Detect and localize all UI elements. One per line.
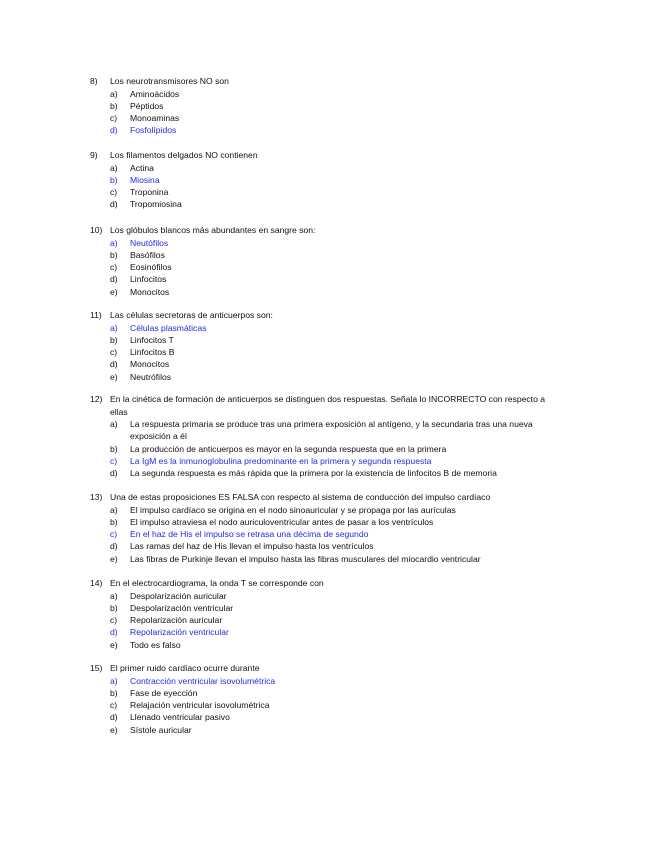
question-header (90, 224, 560, 237)
option-letter: b) (110, 687, 118, 698)
answer-option (90, 88, 560, 100)
option-text: Despolarización ventricular (130, 602, 234, 613)
option-letter: c) (110, 262, 118, 273)
question-number: 14) (90, 578, 103, 588)
question-text: El primer ruido cardíaco ocurre durante (110, 663, 260, 673)
option-text: Relajación ventricular isovolumétrica (130, 700, 270, 711)
question-header (90, 577, 560, 590)
option-letter: a) (110, 504, 118, 515)
question-header (90, 75, 560, 88)
option-text: Basófilos (130, 249, 165, 260)
question-number: 8) (90, 76, 98, 86)
answer-option-correct (90, 237, 560, 249)
question-text: Los glóbulos blancos más abundantes en sangre son: (110, 225, 316, 235)
option-text: Actina (130, 162, 154, 173)
question-text: En la cinética de formación de anticuerpos se distinguen dos respuestas. Señala lo INCORRECTO con respecto a ellas (110, 394, 546, 417)
question-12 (90, 393, 560, 480)
option-letter: e) (110, 639, 118, 650)
option-text: Fosfolípidos (130, 125, 177, 136)
option-text: Miosina (130, 174, 160, 185)
answer-option (90, 540, 560, 552)
answer-option (90, 443, 560, 455)
option-letter: a) (110, 237, 118, 248)
option-letter: c) (110, 529, 118, 540)
answer-option (90, 346, 560, 358)
answer-option (90, 602, 560, 614)
option-letter: c) (110, 113, 118, 124)
option-letter: d) (110, 712, 118, 723)
option-letter: d) (110, 274, 118, 285)
question-13 (90, 491, 560, 565)
option-letter: b) (110, 516, 118, 527)
answer-option-correct (90, 455, 560, 467)
answer-option (90, 198, 560, 210)
option-text: Péptidos (130, 100, 164, 111)
option-letter: e) (110, 371, 118, 382)
option-text: Sístole auricular (130, 724, 192, 735)
option-text: En el haz de His el impulso se retrasa una décima de segundo (130, 529, 369, 540)
question-number: 13) (90, 492, 103, 502)
answer-option-correct (90, 675, 560, 687)
option-text: Linfocitos T (130, 334, 174, 345)
answer-option (90, 553, 560, 565)
option-text: Troponina (130, 187, 169, 198)
option-letter: d) (110, 627, 118, 638)
option-letter: b) (110, 100, 118, 111)
question-header (90, 309, 560, 322)
option-text: Aminoácidos (130, 88, 180, 99)
option-text: Contracción ventricular isovolumétrica (130, 675, 276, 686)
question-11 (90, 309, 560, 383)
question-8 (90, 75, 560, 137)
question-header (90, 149, 560, 162)
option-text: Las fibras de Purkinje llevan el impulso hasta las fibras musculares del miocardio ventricular (130, 553, 481, 564)
option-letter: d) (110, 125, 118, 136)
question-header (90, 393, 560, 418)
answer-option (90, 186, 560, 198)
option-letter: d) (110, 468, 118, 479)
answer-option (90, 286, 560, 298)
option-letter: e) (110, 724, 118, 735)
answer-option (90, 504, 560, 516)
answer-option (90, 467, 560, 479)
answer-option (90, 590, 560, 602)
option-text: Repolarización ventricular (130, 627, 229, 638)
option-letter: a) (110, 419, 118, 430)
question-number: 11) (90, 310, 102, 320)
answer-option (90, 418, 560, 443)
answer-option (90, 100, 560, 112)
answer-option (90, 162, 560, 174)
option-text: La IgM es la inmunoglobulina predominante en la primera y segunda respuesta (130, 456, 432, 467)
answer-option (90, 724, 560, 736)
option-text: Llenado ventricular pasivo (130, 712, 230, 723)
option-text: Monoaminas (130, 113, 180, 124)
answer-option (90, 711, 560, 723)
option-text: La producción de anticuerpos es mayor en la segunda respuesta que en la primera (130, 443, 447, 454)
option-letter: c) (110, 700, 118, 711)
answer-option-correct (90, 626, 560, 638)
question-number: 10) (90, 225, 103, 235)
option-text: Tropomiosina (130, 199, 182, 210)
option-letter: e) (110, 286, 118, 297)
question-text: Una de estas proposiciones ES FALSA con respecto al sistema de conducción del impulso cardíaco (110, 492, 491, 502)
option-text: Eosinófilos (130, 262, 172, 273)
option-letter: c) (110, 347, 118, 358)
answer-option-correct (90, 528, 560, 540)
option-letter: a) (110, 162, 118, 173)
option-letter: c) (110, 615, 118, 626)
question-text: Los filamentos delgados NO contienen (110, 150, 258, 160)
option-text: Fase de eyección (130, 687, 198, 698)
answer-option (90, 614, 560, 626)
option-text: Linfocitos (130, 274, 167, 285)
option-letter: b) (110, 334, 118, 345)
question-text: Los neurotransmisores NO son (110, 76, 229, 86)
answer-option (90, 687, 560, 699)
answer-option-correct (90, 322, 560, 334)
question-text: En el electrocardiograma, la onda T se corresponde con (110, 578, 324, 588)
option-letter: a) (110, 590, 118, 601)
option-text: Repolarización auricular (130, 615, 223, 626)
option-text: Linfocitos B (130, 347, 175, 358)
option-letter: b) (110, 602, 118, 613)
option-letter: c) (110, 187, 118, 198)
option-text: Monocitos (130, 359, 170, 370)
question-header (90, 662, 560, 675)
answer-option (90, 699, 560, 711)
answer-option (90, 273, 560, 285)
option-letter: a) (110, 322, 118, 333)
answer-option (90, 371, 560, 383)
option-text: Despolarización auricular (130, 590, 227, 601)
option-text: Neutófilos (130, 237, 169, 248)
option-text: La segunda respuesta es más rápida que la primera por la existencia de linfocitos B de memoria (130, 468, 497, 479)
question-header (90, 491, 560, 504)
question-14 (90, 577, 560, 651)
option-letter: b) (110, 174, 118, 185)
option-text: El impulso atraviesa el nodo auriculoventricular antes de pasar a los ventrículos (130, 516, 434, 527)
option-letter: a) (110, 88, 118, 99)
answer-option (90, 639, 560, 651)
option-letter: e) (110, 553, 118, 564)
option-letter: a) (110, 675, 118, 686)
option-text: El impulso cardíaco se origina en el nodo sinoauricular y se propaga por las aurículas (130, 504, 456, 515)
option-text: Neutrófilos (130, 371, 172, 382)
option-letter: b) (110, 443, 118, 454)
option-text: Células plasmáticas (130, 322, 207, 333)
question-text: Las células secretoras de anticuerpos son: (110, 310, 273, 320)
question-15 (90, 662, 560, 736)
answer-option (90, 112, 560, 124)
answer-option (90, 261, 560, 273)
question-9 (90, 149, 560, 211)
option-letter: d) (110, 359, 118, 370)
answer-option (90, 334, 560, 346)
answer-option-correct (90, 174, 560, 186)
answer-option-correct (90, 124, 560, 136)
option-text: Las ramas del haz de His llevan el impulso hasta los ventrículos (130, 541, 374, 552)
question-number: 12) (90, 394, 103, 404)
question-10 (90, 224, 560, 298)
option-text: Todo es falso (130, 639, 181, 650)
question-number: 9) (90, 150, 98, 160)
option-letter: c) (110, 456, 118, 467)
answer-option (90, 249, 560, 261)
option-letter: b) (110, 249, 118, 260)
option-text: Monocitos (130, 286, 170, 297)
answer-option (90, 516, 560, 528)
answer-option (90, 358, 560, 370)
option-letter: d) (110, 199, 118, 210)
question-number: 15) (90, 663, 103, 673)
option-text: La respuesta primaria se produce tras una primera exposición al antígeno, y la secundaria tras una nueva exposición a él (130, 419, 533, 442)
option-letter: d) (110, 541, 118, 552)
